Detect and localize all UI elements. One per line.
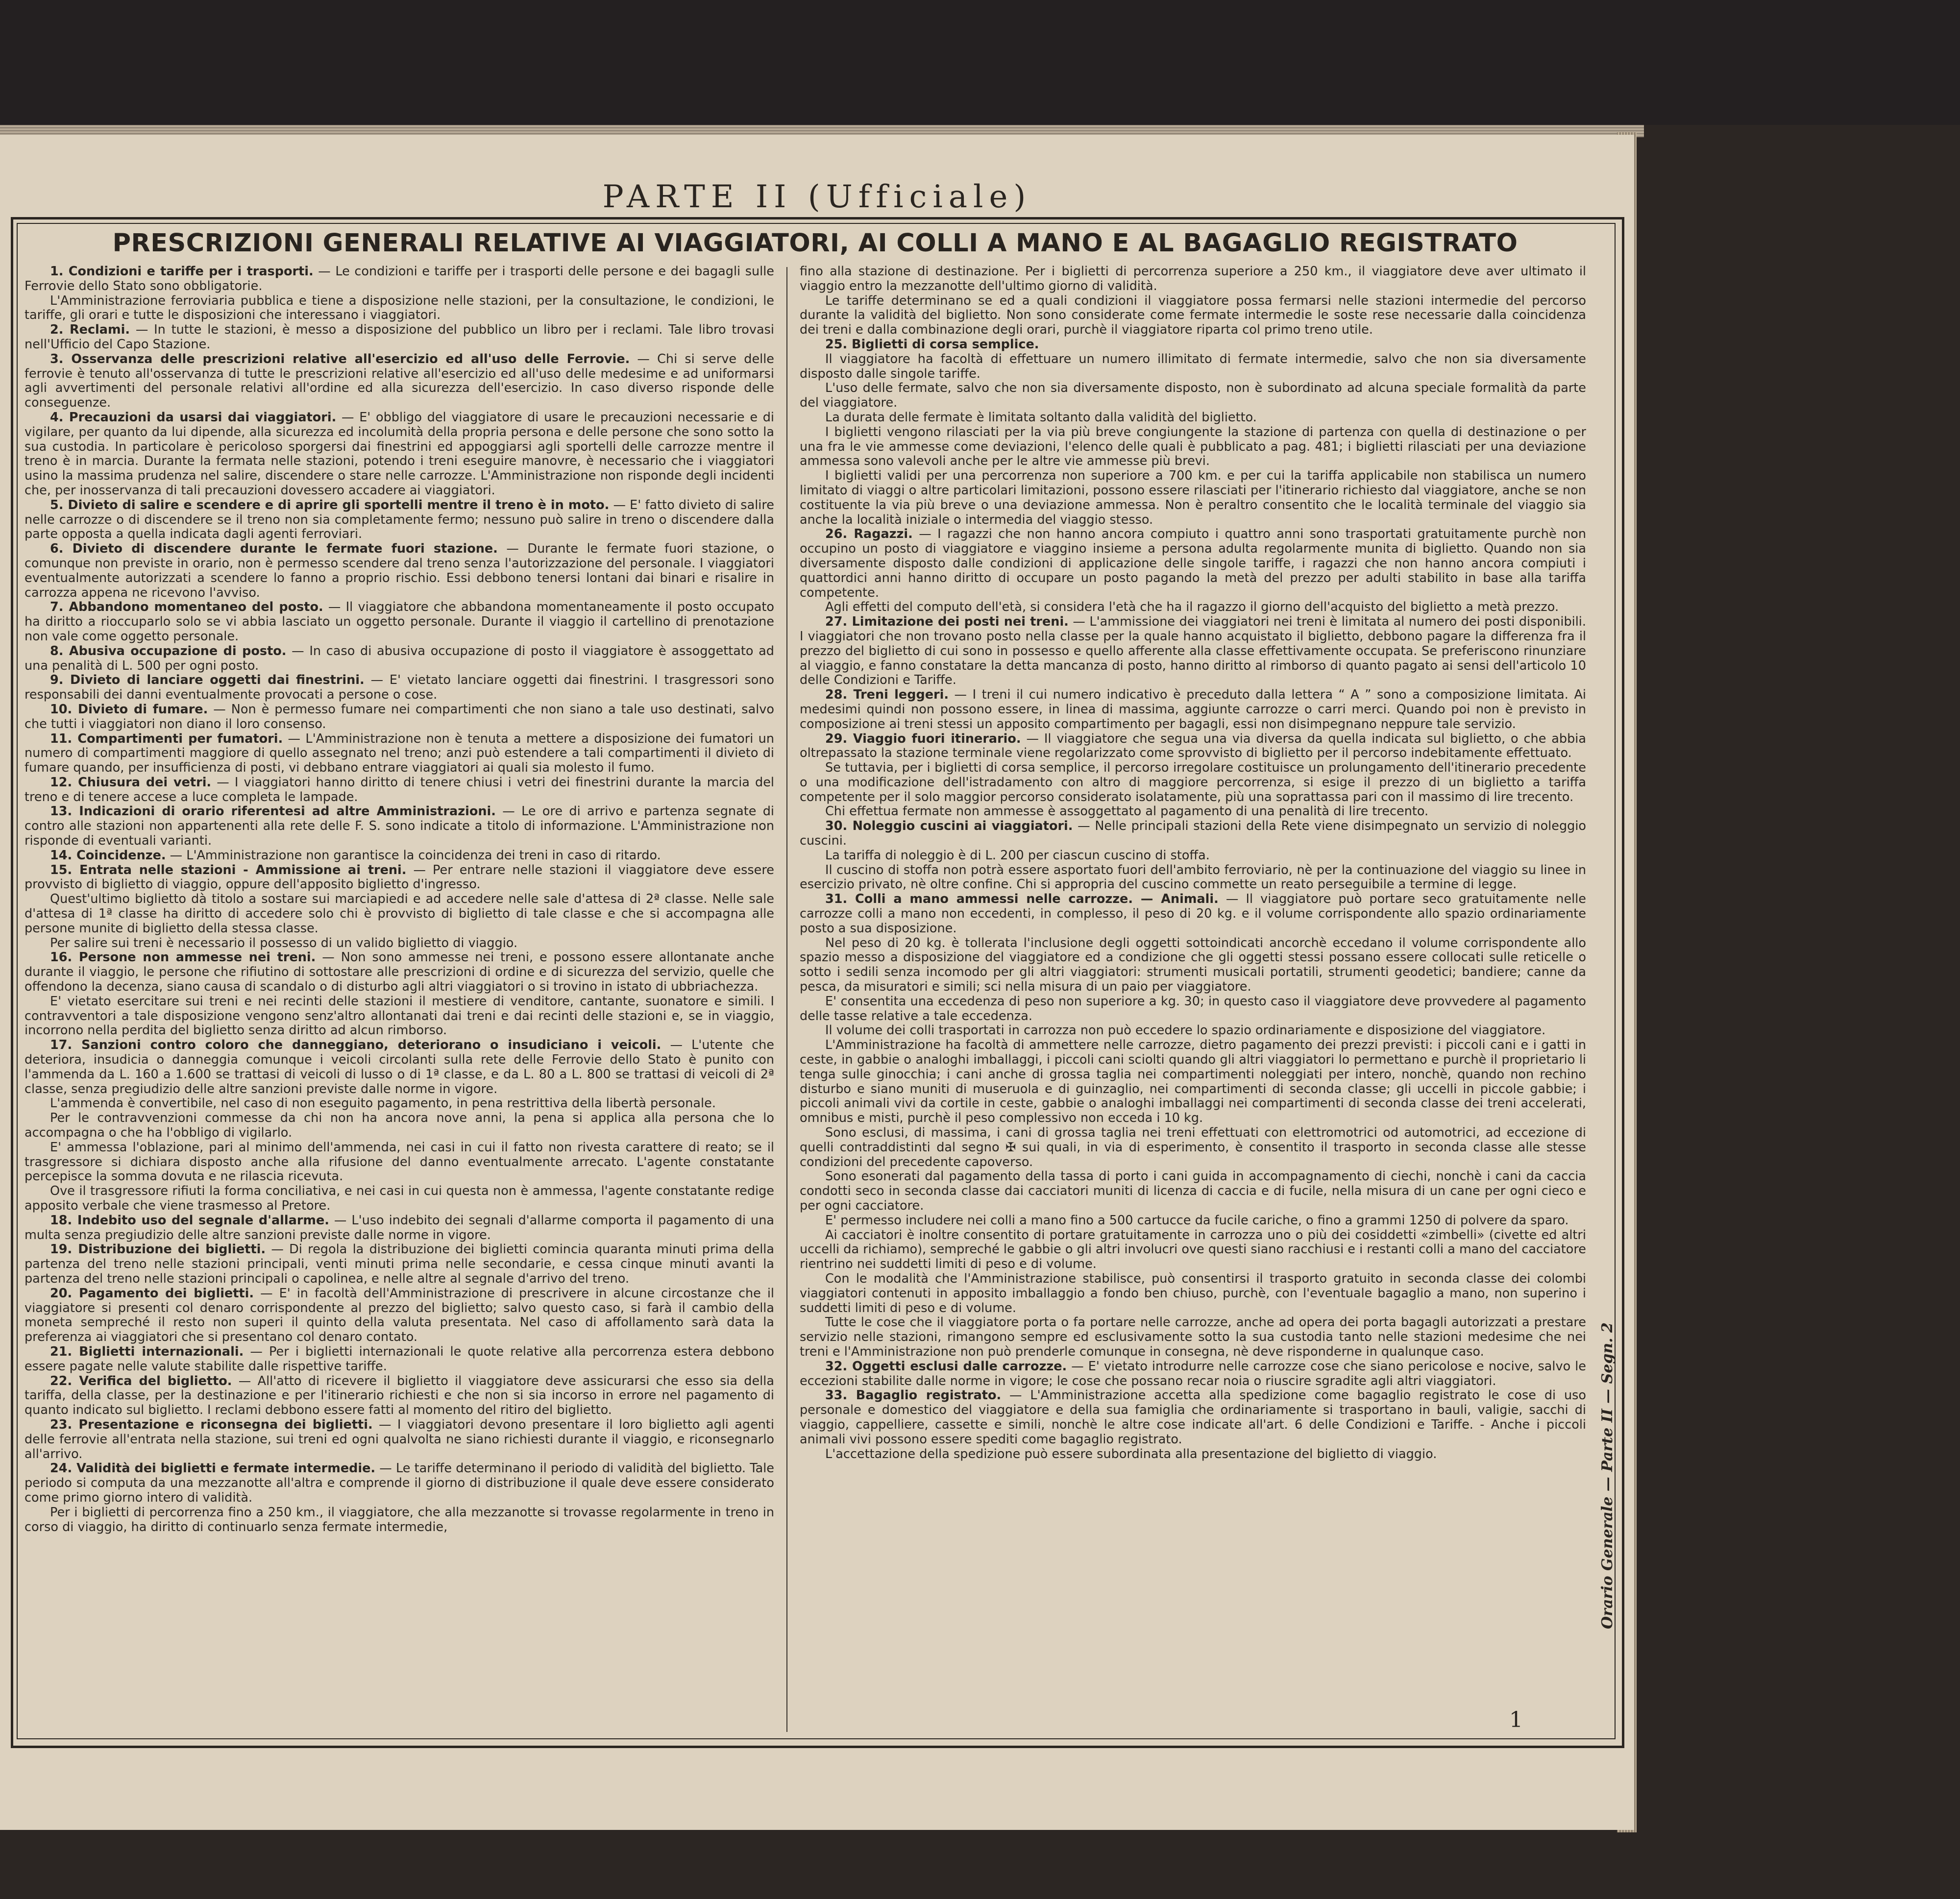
section-label: 3. Osservanza delle prescrizioni relative all'esercizio ed all'uso delle Ferrovie. — [50, 351, 630, 366]
paragraph-text: — L'ammissione dei viaggiatori nei treni è limitata al numero dei posti disponibili. I viaggiatori che non trovano posto nella classe per la quale hanno acquistato il biglietto, debbono pagare la differenza fra il prezzo del biglietto di cui sono in possesso e quello afferente alla classe effettivamente occupata. Se preferiscono rinunziare al viaggio, e fanno constatare la detta mancanza di posto, hanno diritto al rimborso di quanto pagato ai sensi dell'articolo 10 delle Condizioni e Tariffe. — [800, 614, 1586, 688]
paragraph-text: Le tariffe determinano se ed a quali condizioni il viaggiatore possa fermarsi nelle stazioni intermedie del percorso durante la validità del biglietto. Non sono considerate come fermate intermedie le soste rese necessarie dalla coincidenza dei treni e dalla combinazione degli orari, purchè il viaggiatore riparta col primo treno utile. — [800, 293, 1586, 338]
paragraph — [24, 1214, 774, 1243]
paragraph-text: — In tutte le stazioni, è messo a disposizione del pubblico un libro per i reclami. Tale libro trovasi nell'Ufficio del Capo Stazione. — [24, 322, 774, 352]
paragraph — [24, 849, 774, 863]
paragraph — [24, 1461, 774, 1505]
section-label: 27. Limitazione dei posti nei treni. — [825, 614, 1069, 630]
section-label: 9. Divieto di lanciare oggetti dai finestrini. — [50, 673, 365, 688]
paragraph — [24, 1038, 774, 1096]
section-label: 12. Chiusura dei vetri. — [50, 775, 212, 790]
paragraph-text: I biglietti validi per una percorrenza non superiore a 700 km. e per cui la tariffa applicabile non stabilisca un numero limitato di viaggi o altre particolari limitazioni, possono essere rilasciati per l'itinerario richiesto dal viaggiatore, anche se non costituente la via più breve o una deviazione ammessa. Non è peraltro consentito che le località terminale del viaggio sia anche la località iniziale o intermedia del viaggio stesso. — [800, 468, 1586, 527]
paragraph — [800, 615, 1586, 688]
page-number: 1 — [1509, 1707, 1523, 1732]
paragraph-text: Tutte le cose che il viaggiatore porta o fa portare nelle carrozze, anche ad opera dei porta bagagli autorizzati a prestare servizio nelle stazioni, rimangono sempre ed esclusivamente sotto la sua custodia tanto nelle stazioni medesime che nei treni e l'Amministrazione non può prenderle comunque in consegna, nè deve risponderne in qualunque caso. — [800, 1315, 1586, 1359]
paragraph-text: — L'Amministrazione non è tenuta a mettere a disposizione dei fumatori un numero di compartimenti maggiore di quello assegnato nel treno; anzi può estendere a tali compartimenti il divieto di fumare quando, per insufficienza di posti, vi debbano entrare viaggiatori ai quali sia molesto il fumo. — [24, 731, 774, 776]
paragraph — [800, 688, 1586, 731]
section-label: 4. Precauzioni da usarsi dai viaggiatori. — [50, 410, 337, 425]
paragraph-text: — L'uso indebito dei segnali d'allarme comporta il pagamento di una multa senza pregiudizio delle altre sanzioni previste dalle norme in vigore. — [24, 1213, 775, 1242]
paragraph-text: — L'Amministrazione non garantisce la coincidenza dei treni in caso di ritardo. — [166, 848, 661, 863]
section-label: 24. Validità dei biglietti e fermate intermedie. — [50, 1461, 376, 1476]
paragraph — [24, 1141, 774, 1184]
paragraph-text: — Di regola la distribuzione dei biglietti comincia quaranta minuti prima della partenza del treno nelle stazioni principali, venti minuti prima nelle secondarie, e cessa cinque minuti avanti la partenza del treno nelle stazioni principali o capolinea, e nelle altre al segnale d'arrivo del treno. — [24, 1242, 774, 1286]
paragraph-text: — Nelle principali stazioni della Rete viene disimpegnato un servizio di noleggio cuscini. — [800, 819, 1587, 849]
section-label: 13. Indicazioni di orario riferentesi ad altre Amministrazioni. — [50, 804, 496, 819]
column-divider — [786, 267, 787, 1732]
section-label: 31. Colli a mano ammessi nelle carrozze. — Animali. — [825, 892, 1219, 907]
left-column — [24, 265, 774, 1534]
paragraph — [24, 950, 774, 994]
paragraph — [24, 498, 774, 542]
paragraph — [800, 863, 1586, 893]
paragraph-text: Per i biglietti di percorrenza fino a 250 km., il viaggiatore, che alla mezzanotte si trovasse regolarmente in treno in corso di viaggio, ha diritto di continuarlo senza fermate intermedie, — [24, 1505, 774, 1534]
paragraph-text: — Il viaggiatore che segua una via diversa da quella indicata sul biglietto, o che abbia oltrepassato la stazione terminale viene regolarizzato come sprovvisto di biglietto per il percorso indebitamente effettuato. — [800, 731, 1586, 761]
paragraph — [800, 1126, 1586, 1169]
section-label: 14. Coincidenze. — [50, 848, 166, 863]
paragraph-text: Per salire sui treni è necessario il possesso di un valido biglietto di viaggio. — [50, 935, 518, 950]
paragraph — [800, 1228, 1586, 1272]
paragraph — [24, 776, 774, 805]
paragraph — [24, 542, 774, 600]
paragraph-text: — Le condizioni e tariffe per i trasporti delle persone e dei bagagli sulle Ferrovie dello Stato sono obbligatorie. — [24, 264, 774, 293]
section-label: 25. Biglietti di corsa semplice. — [825, 337, 1039, 352]
paragraph-text: — Durante le fermate fuori stazione, o comunque non previste in orario, non è permesso scendere dal treno senza l'autorizzazione del personale. I viaggiatori eventualmente autorizzati a scendere lo fanno a proprio rischio. Essi debbono tenersi lontani dai binari e risalire in carrozza appena ne ricevono l'avviso. — [24, 541, 774, 600]
section-label: 19. Distribuzione dei biglietti. — [50, 1242, 266, 1257]
paragraph — [24, 1287, 774, 1345]
section-label: 32. Oggetti esclusi dalle carrozze. — [825, 1359, 1067, 1374]
section-label: 29. Viaggio fuori itinerario. — [825, 731, 1021, 746]
paragraph — [24, 995, 774, 1038]
paragraph-text: Il volume dei colli trasportati in carrozza non può eccedere lo spazio ordinariamente e disposizione del viaggiatore. — [825, 1023, 1546, 1038]
paragraph-text: — Il viaggiatore può portare seco gratuitamente nelle carrozze colli a mano non eccedenti, in complesso, il peso di 20 kg. e il volume corrispondente allo spazio ordinariamente posto a sua disposizione. — [800, 892, 1586, 936]
section-label: 17. Sanzioni contro coloro che danneggiano, deteriorano o insudiciano i veicoli. — [50, 1038, 662, 1053]
paragraph — [800, 425, 1586, 469]
paragraph-text: L'accettazione della spedizione può essere subordinata alla presentazione del biglietto di viaggio. — [825, 1446, 1437, 1461]
paragraph-text: — Per i biglietti internazionali le quote relative alla percorrenza estera debbono essere pagate nelle valute stabilite dalle rispettive tariffe. — [24, 1344, 774, 1374]
paragraph-text: E' permesso includere nei colli a mano fino a 500 cartucce da fucile cariche, o fino a grammi 1250 di polvere da sparo. — [825, 1213, 1569, 1228]
paragraph-text: Quest'ultimo biglietto dà titolo a sostare sui marciapiedi e ad accedere nelle sale d'attesa di 2ª classe. Nelle sale d'attesa di 1ª classe ha diritto di accedere solo chi è provvisto di biglietto di tale classe e che si accompagna alle persone munite di biglietto della stessa classe. — [24, 892, 774, 936]
section-label: 10. Divieto di fumare. — [50, 702, 208, 717]
paragraph — [800, 338, 1586, 352]
section-label: 33. Bagaglio registrato. — [825, 1388, 1002, 1403]
section-label: 23. Presentazione e riconsegna dei biglietti. — [50, 1417, 373, 1432]
paragraph — [24, 1184, 774, 1214]
paragraph-text: Sono esclusi, di massima, i cani di grossa taglia nei treni effettuati con elettromotrici od automotrici, ad eccezione di quelli contraddistinti dal segno ✠ sui quali, in via di esperimento, è consentito il trasporto in seconda classe alle stesse condizioni del precedente capoverso. — [800, 1125, 1586, 1169]
paragraph-text: — E' vietato lanciare oggetti dai finestrini. I trasgressori sono responsabili dei danni eventualmente provocati a persone o cose. — [24, 673, 774, 703]
section-label: 6. Divieto di discendere durante le fermate fuori stazione. — [50, 541, 498, 557]
paragraph — [800, 381, 1586, 411]
paragraph-text: — Non sono ammesse nei treni, e possono essere allontanate anche durante il viaggio, le persone che rifiutino di sottostare alle prescrizioni di ordine e di sicurezza del servizio, quelle che offendono la decenza, siano causa di scandalo o di disturbo agli altri viaggiatori o si trovino in istato di ubbriachezza. — [24, 950, 774, 995]
paragraph-text: L'Amministrazione ferroviaria pubblica e tiene a disposizione nelle stazioni, per la consultazione, le condizioni, le tariffe, gli orari e tutte le disposizioni che interessano i viaggiatori. — [24, 293, 774, 323]
paragraph-text: — Non è permesso fumare nei compartimenti che non siano a tale uso destinati, salvo che tutti i viaggiatori non diano il loro consenso. — [24, 702, 774, 731]
right-column — [800, 265, 1586, 1461]
paragraph — [800, 1315, 1586, 1359]
paragraph — [800, 936, 1586, 995]
paragraph — [800, 1360, 1586, 1389]
paragraph-text: Ove il trasgressore rifiuti la forma conciliativa, e nei casi in cui questa non è ammessa, l'agente constatante redige apposito verbale che viene trasmesso al Pretore. — [24, 1184, 774, 1213]
part-title: PARTE II (Ufficiale) — [602, 179, 1032, 215]
section-label: 20. Pagamento dei biglietti. — [50, 1286, 254, 1301]
paragraph-text: Chi effettua fermate non ammesse è assoggettato al pagamento di una penalità di lire trecento. — [825, 804, 1429, 819]
paragraph-text: E' ammessa l'oblazione, pari al minimo dell'ammenda, nei casi in cui il fatto non rivesta carattere di reato; se il trasgressore si dichiara disposto anche alla rifusione del danno eventualmente arrecato. L'agente constatante percepisce la somma dovuta e ne rilascia ricevuta. — [24, 1140, 774, 1184]
paragraph-text: — E' vietato introdurre nelle carrozze cose che siano pericolose e nocive, salvo le eccezioni stabilite dalle norme in vigore; le cose che possano recar noia o riuscire sgradite agli altri viaggiatori. — [800, 1359, 1586, 1388]
paragraph-text: L'Amministrazione ha facoltà di ammettere nelle carrozze, dietro pagamento dei prezzi previsti: i piccoli cani e i gatti in ceste, in gabbie o analoghi imballaggi, i piccoli cani sciolti quando gli altri viaggiatori lo permettano e purchè il proprietario li tenga sulle ginocchia; i cani anche di grossa taglia nei compartimenti noleggiati per intero, nonchè, quando non rechino disturbo e siano muniti di museruola e di guinzaglio, nei compartimenti di seconda classe; gli uccelli in piccole gabbie; i piccoli animali vivi da cortile in ceste, gabbie o analoghi imballaggi nei compartimenti di seconda classe dei treni accelerati, omnibus e misti, purchè il peso complessivo non ecceda i 10 kg. — [800, 1038, 1586, 1126]
section-label: 11. Compartimenti per fumatori. — [50, 731, 283, 746]
paragraph-text: — I viaggiatori hanno diritto di tenere chiusi i vetri dei finestrini durante la marcia del treno e di tenere accese a luce completa le lampade. — [24, 775, 774, 804]
paragraph-text: — All'atto di ricevere il biglietto il viaggiatore deve assicurarsi che esso sia della tariffa, della classe, per la destinazione e per l'itinerario richiesti e che non si sia incorso in errore nel pagamento di quanto indicato sul biglietto. I reclami debbono essere fatti al momento del ritiro del biglietto. — [24, 1373, 774, 1418]
section-label: 28. Treni leggeri. — [825, 687, 949, 703]
paragraph — [24, 732, 774, 776]
paragraph-text: L'uso delle fermate, salvo che non sia diversamente disposto, non è subordinato ad alcuna speciale formalità da parte del viaggiatore. — [800, 381, 1586, 411]
paragraph — [24, 411, 774, 498]
section-label: 30. Noleggio cuscini ai viaggiatori. — [825, 819, 1073, 834]
paragraph — [24, 703, 774, 732]
paragraph — [800, 849, 1586, 863]
paragraph-text: I biglietti vengono rilasciati per la via più breve congiungente la stazione di partenza con quella di destinazione o per una fra le vie ammesse come deviazioni, l'elenco delle quali è pubblicato a pag. 481; i biglietti rilasciati per una deviazione ammessa sono valevoli anche per le altre vie ammesse più brevi. — [800, 424, 1586, 469]
paragraph-text: — Le ore di arrivo e partenza segnate di contro alle stazioni non appartenenti alla rete delle F. S. sono indicate a titolo di informazione. L'Amministrazione non risponde di eventuali varianti. — [24, 804, 774, 849]
paragraph-text: — E' obbligo del viaggiatore di usare le precauzioni necessarie e di vigilare, per quanto da lui dipende, alla sicurezza ed incolumità della propria persona e delle persone che sono sotto la sua custodia. In particolare è pericoloso sporgersi dai finestrini ed appoggiarsi agli sportelli delle carrozze mentre il treno è in marcia. Durante la fermata nelle stazioni, potendo i treni eseguire manovre, è necessario che i viaggiatori usino la massima prudenza nel salire, discendere o stare nelle carrozze. L'Amministrazione non risponde degli incidenti che, per inosservanza di tali precauzioni dovessero accadere ai viaggiatori. — [24, 410, 774, 498]
section-label: 5. Divieto di salire e scendere e di aprire gli sportelli mentre il treno è in moto. — [50, 497, 610, 512]
section-label: 16. Persone non ammesse nei treni. — [50, 950, 316, 965]
paragraph-text: Con le modalità che l'Amministrazione stabilisce, può consentirsi il trasporto gratuito in seconda classe dei colombi viaggiatori contenuti in apposito imballaggio a fondo ben chiuso, purchè, con l'eventuale bagaglio a mano, non superino i suddetti limiti di peso e di volume. — [800, 1271, 1586, 1315]
paragraph — [800, 527, 1586, 600]
paragraph-text: Nel peso di 20 kg. è tollerata l'inclusione degli oggetti sottoindicati ancorchè eccedano il volume corrispondente allo spazio messo a disposizione del viaggiatore ed a condizione che gli oggetti stessi possano essere collocati sulle reticelle o sotto i sedili senza incomodo per gli altri viaggiatori: strumenti musicali portatili, strumenti geodetici; bandiere; canne da pesca, da misuratori e simili; sci nella misura di un paio per viaggiatore. — [800, 935, 1586, 995]
paragraph-text: Se tuttavia, per i biglietti di corsa semplice, il percorso irregolare costituisce un prolungamento dell'itinerario precedente o una modificazione dell'istradamento con altro di maggiore percorrenza, si esige il prezzo di un biglietto a tariffa competente per il solo maggior percorso considerato isolatamente, più una soprattassa pari con il massimo di lire trecento. — [800, 760, 1586, 804]
paragraph — [24, 600, 774, 644]
paragraph-text: Per le contravvenzioni commesse da chi non ha ancora nove anni, la pena si applica alla persona che lo accompagna o che ha l'obbligo di vigilarlo. — [24, 1111, 774, 1141]
paragraph-text: — E' fatto divieto di salire nelle carrozze o di discendere se il treno non sia completamente fermo; nessuno può salire in treno o discendere dalla parte opposta a quella indicata dagli agenti ferroviari. — [24, 497, 774, 542]
paragraph-text: E' consentita una eccedenza di peso non superiore a kg. 30; in questo caso il viaggiatore deve provvedere al pagamento delle tasse relative a tale eccedenza. — [800, 994, 1586, 1023]
section-label: 26. Ragazzi. — [825, 527, 913, 542]
paragraph-text: Agli effetti del computo dell'età, si considera l'età che ha il ragazzo il giorno dell'acquisto del biglietto a metà prezzo. — [825, 600, 1559, 615]
paragraph — [24, 673, 774, 703]
paragraph-text: La tariffa di noleggio è di L. 200 per ciascun cuscino di stoffa. — [825, 848, 1210, 863]
paragraph — [24, 863, 774, 893]
section-label: 15. Entrata nelle stazioni - Ammissione ai treni. — [50, 862, 407, 877]
paragraph-text: — Le tariffe determinano il periodo di validità del biglietto. Tale periodo si computa da una mezzanotte all'altra e comprende il giorno di distribuzione il quale deve essere considerato come primo giorno intero di validità. — [24, 1461, 774, 1505]
paragraph — [24, 265, 774, 294]
paragraph — [24, 294, 774, 323]
paragraph — [24, 1506, 774, 1535]
paragraph-text: Il cuscino di stoffa non potrà essere asportato fuori dell'ambito ferroviario, nè per la continuazione del viaggio su linee in esercizio privato, nè oltre confine. Chi si appropria del cuscino commette un reato perseguibile a termine di legge. — [800, 862, 1586, 892]
section-label: 1. Condizioni e tariffe per i trasporti. — [50, 264, 314, 279]
paragraph — [800, 819, 1586, 849]
paragraph — [800, 352, 1586, 382]
section-label: 21. Biglietti internazionali. — [50, 1344, 244, 1359]
paragraph-text: — I ragazzi che non hanno ancora compiuto i quattro anni sono trasportati gratuitamente purchè non occupino un posto di viaggiatore e viaggino insieme a persona adulta regolarmente munita di biglietto. Quando non sia diversamente disposto dalle condizioni di applicazione delle singole tariffe, i ragazzi che non hanno ancora compiuti i quattordici anni hanno diritto di occupare un posto pagando la metà del prezzo per adulti stabilito in base alla tariffa competente. — [800, 527, 1586, 600]
paragraph-text: — In caso di abusiva occupazione di posto il viaggiatore è assoggettato ad una penalità di L. 500 per ogni posto. — [24, 643, 774, 673]
printed-page — [0, 135, 1634, 1830]
paragraph — [800, 265, 1586, 294]
paragraph-text: La durata delle fermate è limitata soltanto dalla validità del biglietto. — [825, 410, 1257, 425]
section-label: 18. Indebito uso del segnale d'allarme. — [50, 1213, 329, 1228]
section-label: 22. Verifica del biglietto. — [50, 1373, 232, 1388]
background-top — [0, 0, 1960, 125]
paragraph-text: — E' in facoltà dell'Amministrazione di prescrivere in alcune circostanze che il viaggiatore si presenti col denaro corrispondente al prezzo del biglietto; salvo questo caso, si farà il cambio della moneta sempreché il resto non superi il quinto della valuta presentata. Nel caso di affollamento sarà data la preferenza ai viaggiatori che si presentano col denaro contato. — [24, 1286, 775, 1345]
paragraph-text: — L'Amministrazione accetta alla spedizione come bagaglio registrato le cose di uso personale e domestico del viaggiatore e della sua famiglia che ordinariamente si trasportano in bauli, valigie, sacchi di viaggio, cappelliere, cassette e simili, nonchè le altre cose indicate all'art. 6 delle Condizioni e Tariffe. - Anche i piccoli animali vivi possono essere spediti come bagaglio registrato. — [800, 1388, 1586, 1447]
paragraph-text: — I viaggiatori devono presentare il loro biglietto agli agenti delle ferrovie all'entrata nella stazione, sui treni ed ogni qualvolta ne siano richiesti durante il viaggio, e riconsegnarlo all'arrivo. — [24, 1417, 774, 1461]
paragraph — [800, 469, 1586, 527]
paragraph — [24, 352, 774, 411]
paragraph — [800, 1447, 1586, 1462]
section-label: 7. Abbandono momentaneo del posto. — [50, 600, 323, 615]
paragraph — [24, 1345, 774, 1374]
side-label: Orario Generale — Parte II — Segn. 2 — [1599, 1322, 1616, 1629]
main-heading: PRESCRIZIONI GENERALI RELATIVE AI VIAGGIATORI, AI COLLI A MANO E AL BAGAGLIO REGISTRATO — [112, 229, 1518, 258]
paragraph-text: — Chi si serve delle ferrovie è tenuto all'osservanza di tutte le prescrizioni relative all'esercizio ed all'uso delle medesime e ad uniformarsi agli avvertimenti del personale relativi all'ordine ed alla sicurezza dell'esercizio. In caso diverso risponde delle conseguenze. — [24, 351, 774, 411]
paragraph — [800, 600, 1586, 615]
paragraph — [24, 644, 774, 674]
paragraph-text: — Il viaggiatore che abbandona momentaneamente il posto occupato ha diritto a rioccuparlo solo se vi abbia lasciato un oggetto personale. Durante il viaggio il cartellino di prenotazione non vale come oggetto personale. — [24, 600, 774, 644]
paragraph — [800, 892, 1586, 936]
paragraph-text: Sono esonerati dal pagamento della tassa di porto i cani guida in accompagnamento di ciechi, nonchè i cani da caccia condotti seco in seconda classe dai cacciatori muniti di licenza di caccia e di fucile, nella misura di un cane per ogni cieco e per ogni cacciatore. — [800, 1169, 1586, 1213]
paragraph — [24, 892, 774, 936]
paragraph — [24, 936, 774, 951]
paragraph-text: L'ammenda è convertibile, nel caso di non eseguito pagamento, in pena restrittiva della libertà personale. — [50, 1096, 716, 1111]
paragraph — [800, 1038, 1586, 1126]
paragraph — [800, 1214, 1586, 1228]
paragraph — [800, 1169, 1586, 1213]
paragraph-text: Ai cacciatori è inoltre consentito di portare gratuitamente in carrozza uno o più dei cosiddetti «zimbelli» (civette ed altri uccelli da richiamo), sempreché le gabbie o gli altri involucri ove questi siano racchiusi e i restanti colli a mano del cacciatore rientrino nei suddetti limiti di peso e di volume. — [800, 1227, 1586, 1272]
paragraph-text: fino alla stazione di destinazione. Per i biglietti di percorrenza superiore a 250 km., il viaggiatore deve aver ultimato il viaggio entro la mezzanotte dell'ultimo giorno di validità. — [800, 264, 1586, 293]
section-label: 2. Reclami. — [50, 322, 130, 338]
paragraph — [800, 804, 1586, 819]
paragraph-text: — I treni il cui numero indicativo è preceduto dalla lettera “ A ” sono a composizione limitata. Ai medesimi quindi non possono essere, in linea di massima, aggiunte carrozze o carri merci. Quando poi non è previsto in composizione ai treni stessi un apposito compartimento per bagagli, essi non disimpegnano neppure tale servizio. — [800, 687, 1586, 731]
paragraph — [24, 323, 774, 352]
paragraph — [24, 1418, 774, 1461]
paragraph — [24, 1374, 774, 1418]
paragraph — [24, 1096, 774, 1111]
paragraph-text: E' vietato esercitare sui treni e nei recinti delle stazioni il mestiere di venditore, cantante, suonatore e simili. I contravventori a tale disposizione vengono senz'altro allontanati dai treni e dai recinti delle stazioni e, se in viaggio, incorrono nella perdita del biglietto senza diritto ad alcun rimborso. — [24, 994, 774, 1038]
paragraph — [24, 1111, 774, 1141]
paragraph — [24, 804, 774, 848]
paragraph-text: — L'utente che deteriora, insudicia o danneggia comunque i veicoli circolanti sulla rete delle Ferrovie dello Stato è punito con l'ammenda da L. 160 a 1.600 se trattasi di veicoli di lusso o di 1ª classe, e da L. 80 a L. 800 se trattasi di veicoli di 2ª classe, senza pregiudizio delle altre sanzioni previste dalle norme in vigore. — [24, 1038, 774, 1096]
paragraph — [800, 411, 1586, 425]
paragraph — [800, 1272, 1586, 1315]
paragraph-text: — Per entrare nelle stazioni il viaggiatore deve essere provvisto di biglietto di viaggio, oppure dell'apposito biglietto d'ingresso. — [24, 862, 774, 892]
paragraph — [800, 294, 1586, 338]
paragraph — [800, 1023, 1586, 1038]
paragraph — [800, 995, 1586, 1024]
section-label: 8. Abusiva occupazione di posto. — [50, 643, 287, 658]
paragraph-text: Il viaggiatore ha facoltà di effettuare un numero illimitato di fermate intermedie, salvo che non sia diversamente disposto dalle singole tariffe. — [800, 351, 1586, 381]
paragraph — [800, 1388, 1586, 1447]
paragraph — [800, 732, 1586, 761]
paragraph — [800, 761, 1586, 804]
paragraph — [24, 1242, 774, 1286]
